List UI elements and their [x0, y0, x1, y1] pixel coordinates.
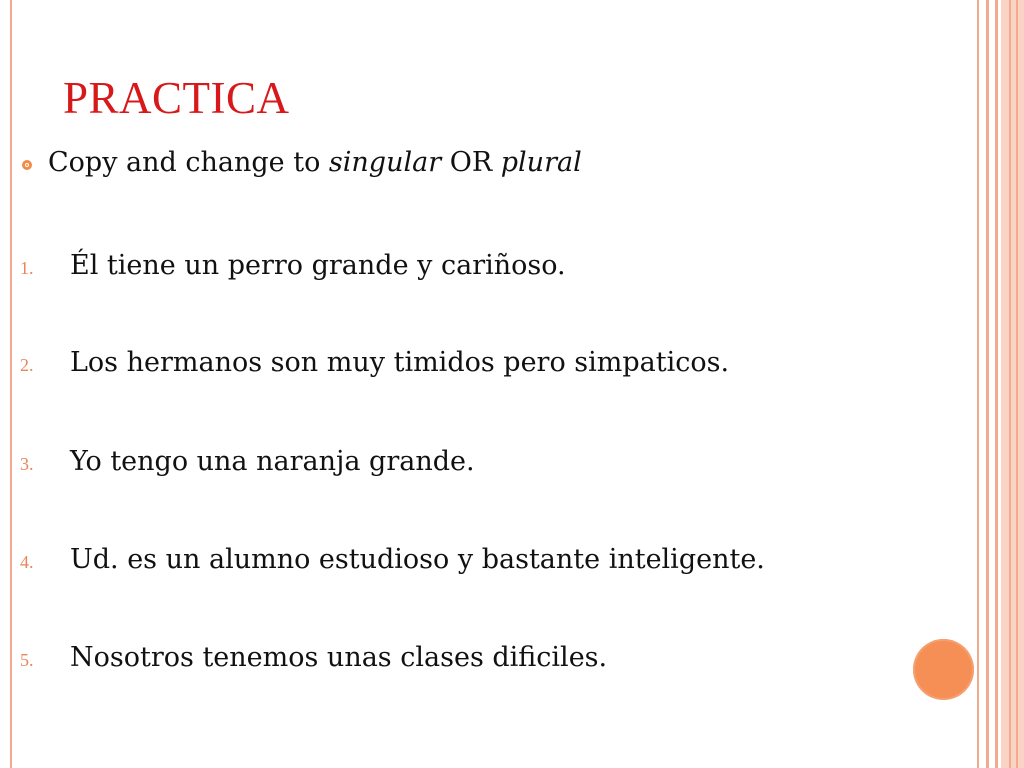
item-text: Los hermanos son muy timidos pero simpaticos. [70, 347, 730, 378]
item-number: 2. [20, 355, 34, 375]
list-item [20, 347, 729, 378]
list-item [20, 446, 475, 477]
ring-bullet-icon [22, 160, 32, 170]
item-number: 3. [20, 454, 34, 474]
item-text: Nosotros tenemos unas clases dificiles. [70, 642, 608, 673]
intro-text [48, 147, 582, 178]
right-border-line [977, 0, 979, 768]
intro-prefix: Copy and change to [48, 147, 329, 178]
intro-word-singular: singular [328, 147, 442, 178]
item-number: 1. [20, 258, 34, 278]
right-border-band [1001, 0, 1024, 768]
decorative-circle [913, 639, 974, 700]
list-item [20, 544, 765, 575]
slide-title: PRACTICA [63, 73, 290, 123]
list-item [20, 250, 566, 281]
item-number: 5. [20, 650, 34, 670]
intro-bullet [22, 147, 582, 178]
item-text: Él tiene un perro grande y cariñoso. [70, 250, 566, 281]
item-text: Yo tengo una naranja grande. [70, 446, 475, 477]
right-border-line [986, 0, 989, 768]
right-border-line [995, 0, 998, 768]
item-text: Ud. es un alumno estudioso y bastante inteligente. [70, 544, 765, 575]
intro-middle: OR [441, 147, 501, 178]
list-item [20, 642, 607, 673]
intro-word-plural: plural [500, 147, 582, 178]
item-number: 4. [20, 552, 34, 572]
left-border-line [10, 0, 12, 768]
